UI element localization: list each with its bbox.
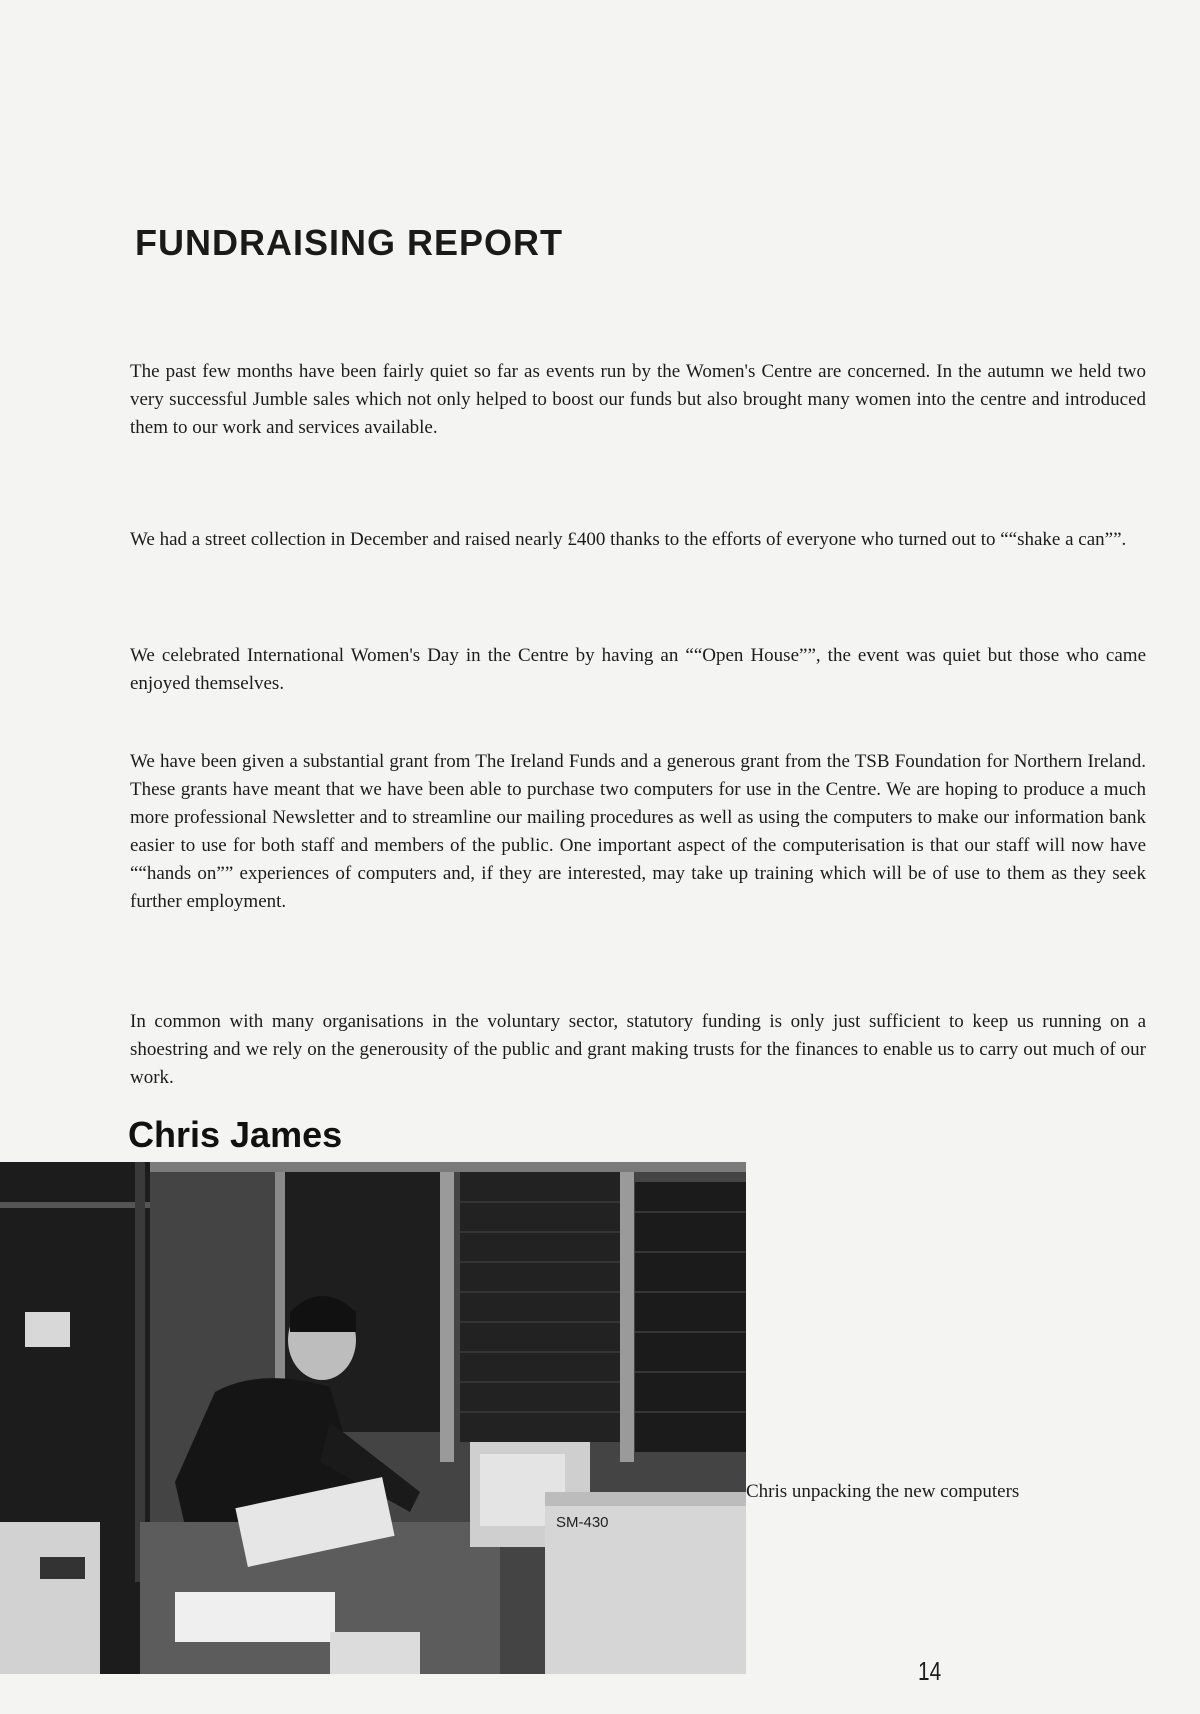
author-signature: Chris James [128,1114,343,1155]
monitor-box-label: SM-430 [556,1514,609,1531]
paragraph-events: The past few months have been fairly quiet so far as events run by the Women's Centre are concerned. In the autumn we held two very successful Jumble sales which not only helped to boost our funds but also brought many women into the centre and introduced them to our work and services available. [130,361,1146,438]
paragraph-funding: In common with many organisations in the voluntary sector, statutory funding is only just sufficient to keep us running on a shoestring and we rely on the generousity of the public and grant making trusts for the finances to enable us to carry out much of our work. [130,1011,1146,1088]
paragraph-womens-day: We celebrated International Women's Day in the Centre by having an ““Open House””, the event was quiet but those who came enjoyed themselves. [130,645,1146,694]
photo-caption: Chris unpacking the new computers [746,1481,1020,1502]
paragraph-street-collection: We had a street collection in December and raised nearly £400 thanks to the efforts of everyone who turned out to ““shake a can””. [130,529,1127,550]
paragraph-grants: We have been given a substantial grant from The Ireland Funds and a generous grant from the TSB Foundation for Northern Ireland. These grants have meant that we have been able to purchase two computers for use in the Centre. We are hoping to produce a much more professional Newsletter and to streamline our mailing procedures as well as using the computers to make our information bank easier to use for both staff and members of the public. One important aspect of the computerisation is that our staff will now have ““hands on”” experiences of computers and, if they are interested, may take up training which will be of use to them as they seek further employment. [130,751,1146,912]
report-title: FUNDRAISING REPORT [135,222,564,263]
page-number: 14 [918,1656,942,1686]
photo-chris-unpacking [0,1162,746,1674]
photo-illustration [0,1162,746,1674]
